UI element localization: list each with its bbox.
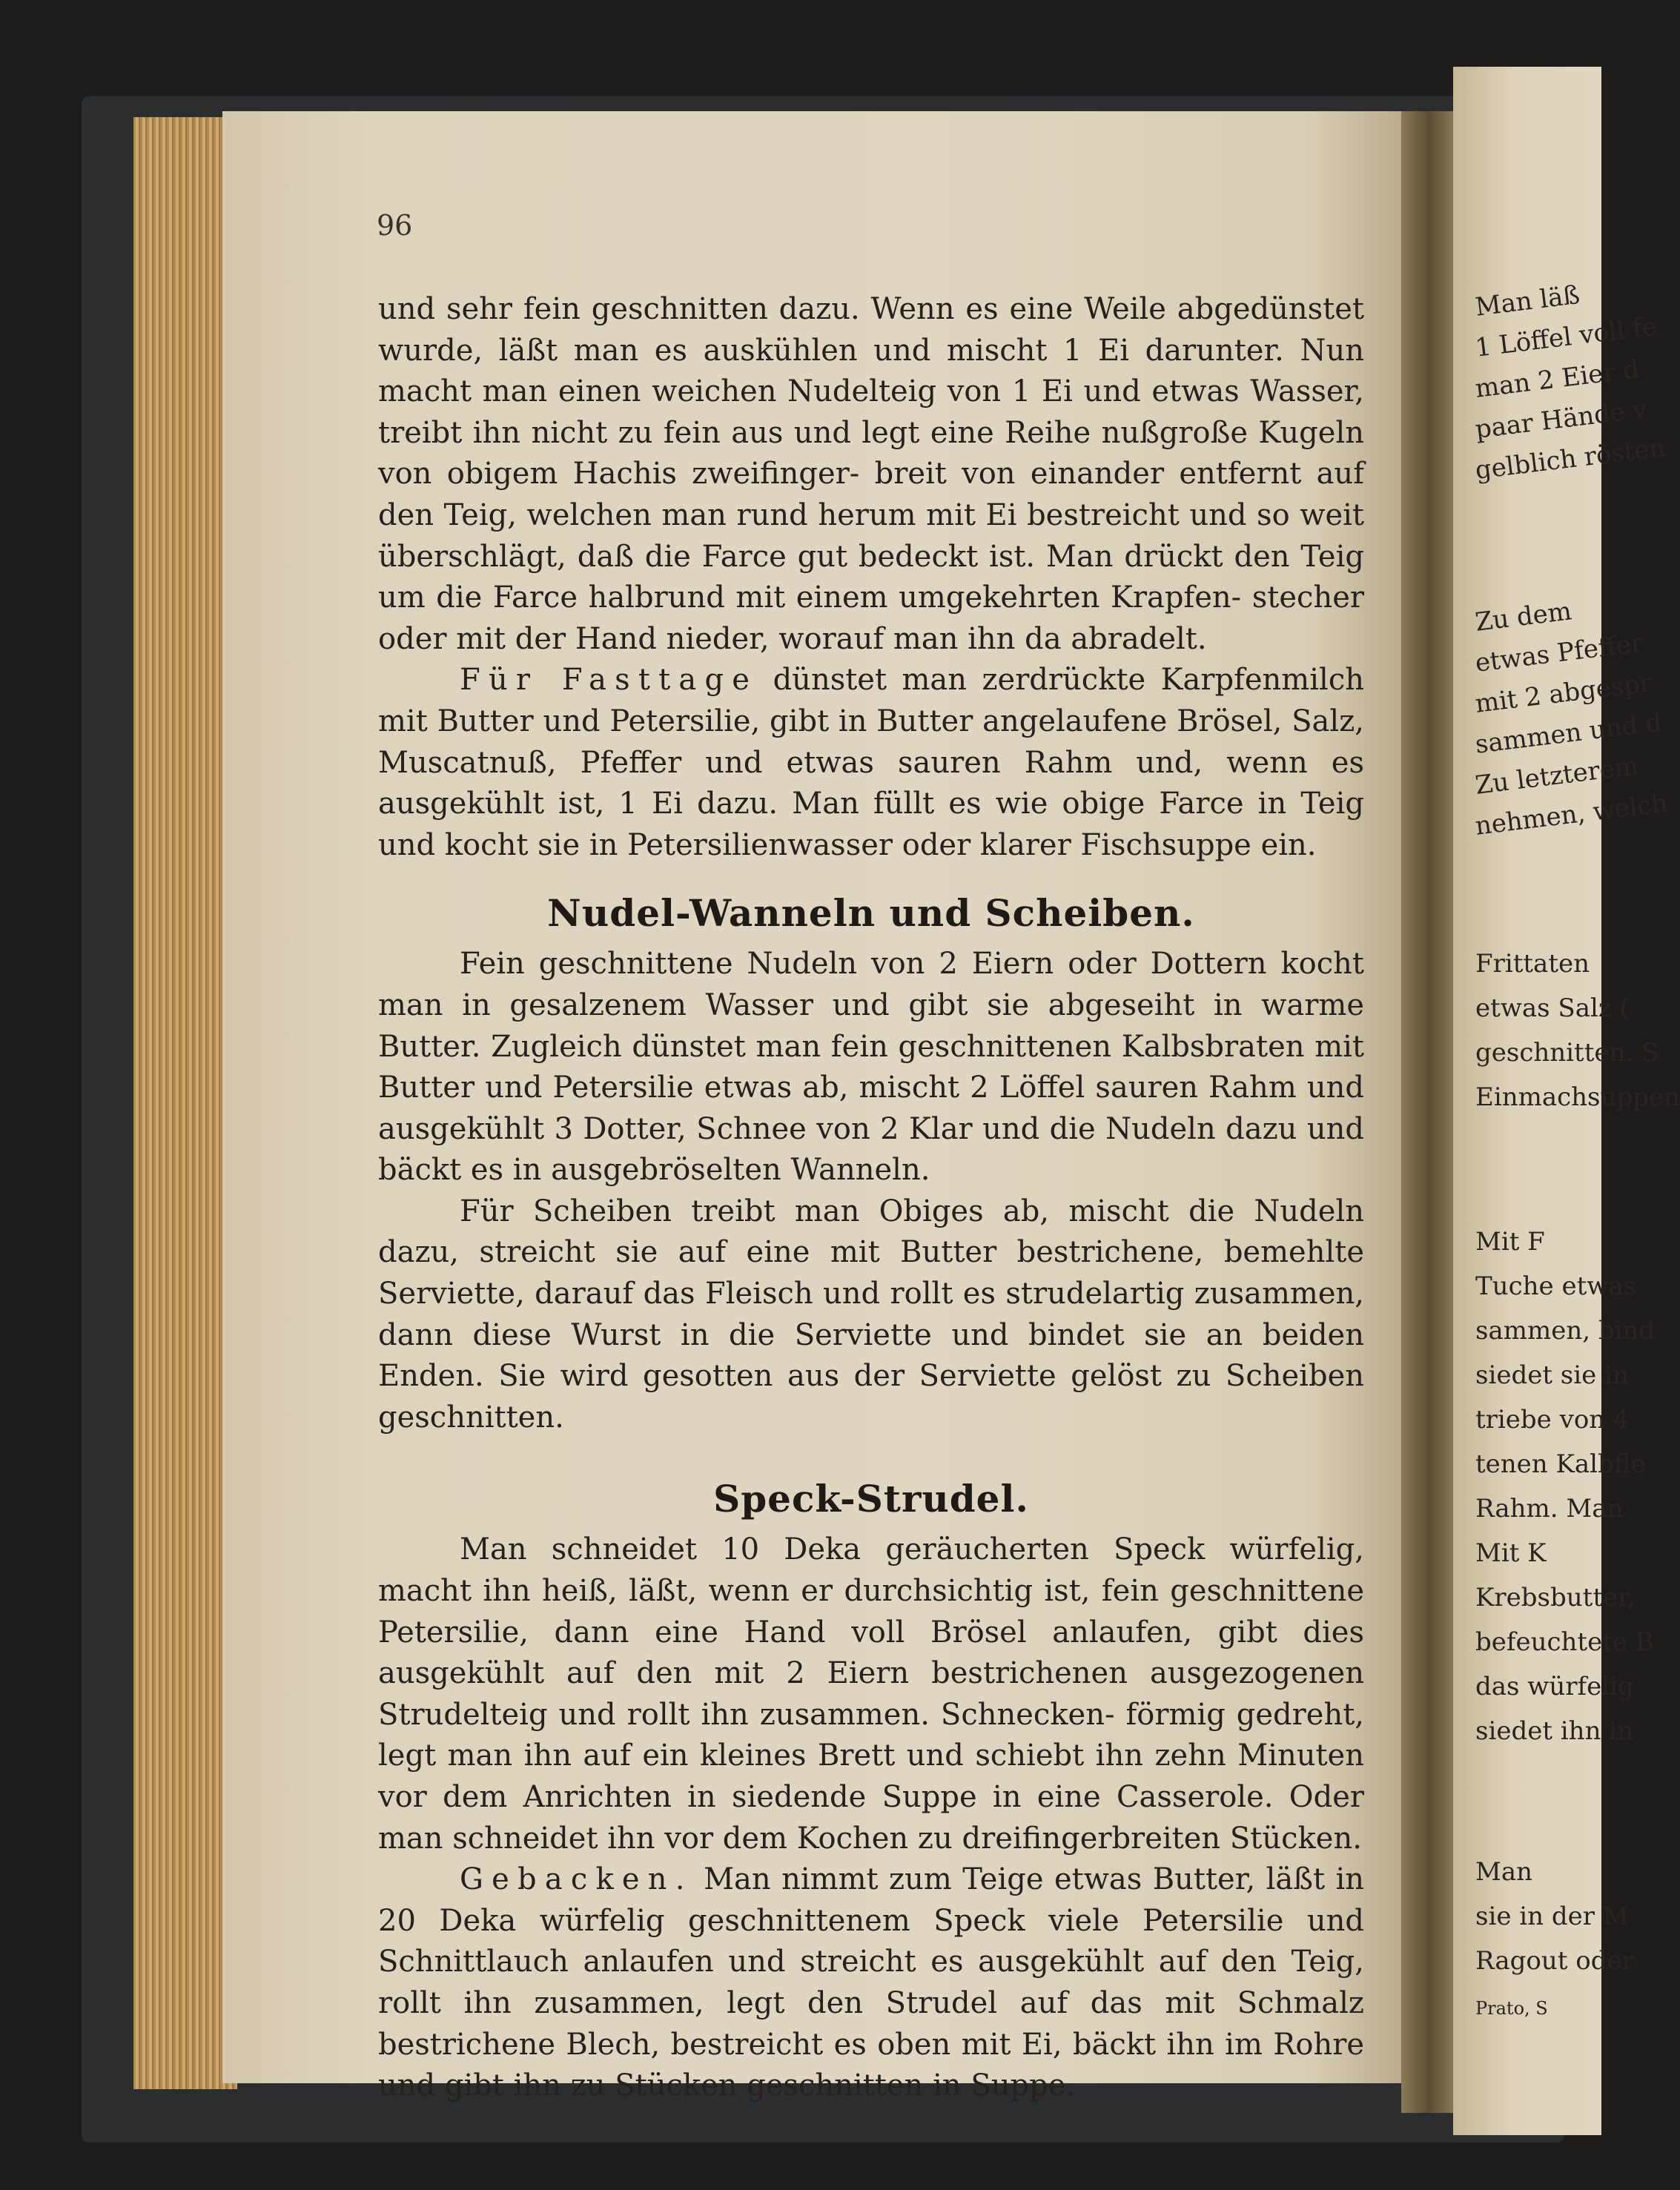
- right-page-fragment: Ragout oder: [1475, 1946, 1634, 1976]
- right-page-fragment: nehmen, welch: [1473, 788, 1670, 841]
- right-page-fragment: befeuchtete B: [1475, 1627, 1654, 1657]
- right-page: [1453, 67, 1680, 2135]
- right-page-fragment: mit 2 abgespr: [1473, 667, 1654, 719]
- section-heading: Speck-Strudel.: [713, 1477, 1029, 1521]
- right-page-fragment: Zu letzterem: [1473, 751, 1641, 801]
- right-page-fragment: Tuche etwas: [1475, 1271, 1637, 1301]
- right-page-fragment: man 2 Eier d: [1473, 354, 1641, 404]
- right-page-fragment: tenen Kalbfle: [1475, 1449, 1646, 1479]
- right-page-fragment: geschnitten. S: [1475, 1038, 1659, 1068]
- body-paragraph: Fein geschnittene Nudeln von 2 Eiern oder Dottern kocht man in gesalzenem Wasser und gibt sie abgeseiht in warme Butter. Zugleich dünstet man fein geschnittenen Kalbsbraten mit Butter und Petersilie etwas ab, mischt 2 Löffel sauren Rahm und ausgekühlt 3 Dotter, Schnee von 2 Klar und die Nudeln dazu und bäckt es in ausgebröselten Wanneln.: [378, 947, 1364, 1188]
- page-edges: [133, 117, 237, 2089]
- right-page-fragment: etwas Pfeffer: [1473, 628, 1645, 678]
- right-page-fragment: paar Hände v: [1473, 394, 1649, 445]
- page-number: 96: [377, 209, 413, 242]
- body-paragraph-gebacken: [378, 1859, 1364, 2107]
- right-page-fragment: Zu dem: [1473, 596, 1573, 638]
- right-page-fragment: Krebsbutter,: [1475, 1583, 1636, 1612]
- right-page-fragment: Man: [1475, 1857, 1532, 1887]
- right-page-fragment: triebe von 4: [1475, 1405, 1630, 1435]
- paragraph-text: dünstet man zerdrückte Karpfenmilch mit Butter und Petersilie, gibt in Butter angelaufene Brösel, Salz, Muscatnuß, Pfeffer und etwas sauren Rahm und, wenn es ausgekühlt ist, 1 Ei dazu. Man füllt es wie obige Farce in Teig und kocht sie in Petersilienwasser oder klarer Fischsuppe ein.: [378, 663, 1364, 862]
- right-page-fragment: siedet ihn in: [1475, 1716, 1634, 1746]
- right-page-fragment: 1 Löffel voll fe: [1473, 311, 1658, 363]
- right-page-fragment: Man läß: [1473, 279, 1582, 322]
- paragraph-lead: Gebacken.: [460, 1862, 693, 1897]
- body-paragraph: Man schneidet 10 Deka geräucherten Speck würfelig, macht ihn heiß, läßt, wenn er durchsichtig ist, fein geschnittene Petersilie, dann eine Hand voll Brösel anlaufen, gibt dies ausgekühlt auf den mit 2 Eiern bestrichenen ausgezogenen Strudelteig und rollt ihn zusammen. Schnecken- förmig gedreht, legt man ihn auf ein kleines Brett und schiebt ihn zehn Minuten vor dem Anrichten in siedende Suppe in eine Casserole. Oder man schneidet ihn vor dem Kochen zu dreifingerbreiten Stücken.: [378, 1532, 1364, 1856]
- right-page-fragment: sammen, bind: [1475, 1316, 1656, 1346]
- right-page-fragment: Mit F: [1475, 1227, 1545, 1257]
- body-paragraph: Für Scheiben treibt man Obiges ab, mischt die Nudeln dazu, streicht sie auf eine mit Butter bestrichene, bemehlte Serviette, darauf das Fleisch und rollt es strudelartig zusammen, dann diese Wurst in die Serviette und bindet sie an beiden Enden. Sie wird gesotten aus der Serviette gelöst zu Scheiben geschnitten.: [378, 1194, 1364, 1435]
- paragraph-lead: Für Fasttage: [460, 663, 758, 698]
- body-paragraph-fasttage: [378, 660, 1364, 866]
- right-page-fragment: Prato, S: [1475, 1998, 1548, 2019]
- right-page-fragment: Frittaten: [1475, 949, 1590, 979]
- right-page-fragment: Mit K: [1475, 1538, 1547, 1568]
- right-page-fragment: das würfelig: [1475, 1672, 1634, 1701]
- right-page-fragment: Rahm. Man: [1475, 1494, 1624, 1524]
- book-gutter: [1401, 111, 1457, 2113]
- page-body: [378, 185, 1364, 2107]
- right-page-fragment: gelblich rösten: [1473, 432, 1667, 486]
- right-page-fragment: etwas Salz (: [1475, 993, 1630, 1023]
- right-page-fragment: siedet sie in: [1475, 1360, 1629, 1390]
- right-page-fragment: Einmachsuppen: [1475, 1082, 1680, 1112]
- right-page-fragment: sie in der M: [1475, 1902, 1629, 1931]
- paragraph-text: Man nimmt zum Teige etwas Butter, läßt in 20 Deka würfelig geschnittenem Speck viele Petersilie und Schnittlauch anlaufen und streicht es ausgekühlt auf den Teig, rollt ihn zusammen, legt den Strudel auf das mit Schmalz bestrichene Blech, bestreicht es oben mit Ei, bäckt ihn im Rohre und gibt ihn zu Stücken geschnitten in Suppe.: [378, 1862, 1364, 2103]
- section-heading: Nudel-Wanneln und Scheiben.: [547, 891, 1195, 936]
- right-page-fragment: sammen und d: [1473, 707, 1664, 760]
- body-paragraph: und sehr fein geschnitten dazu. Wenn es eine Weile abgedünstet wurde, läßt man es auskühlen und mischt 1 Ei darunter. Nun macht man einen weichen Nudelteig von 1 Ei und etwas Wasser, treibt ihn nicht zu fein aus und legt eine Reihe nußgroße Kugeln von obigem Hachis zweifinger- breit von einander entfernt auf den Teig, welchen man rund herum mit Ei bestreicht und so weit überschlägt, daß die Farce gut bedeckt ist. Man drückt den Teig um die Farce halbrund mit einem umgekehrten Krapfen- stecher oder mit der Hand nieder, worauf man ihn da abradelt.: [378, 292, 1364, 656]
